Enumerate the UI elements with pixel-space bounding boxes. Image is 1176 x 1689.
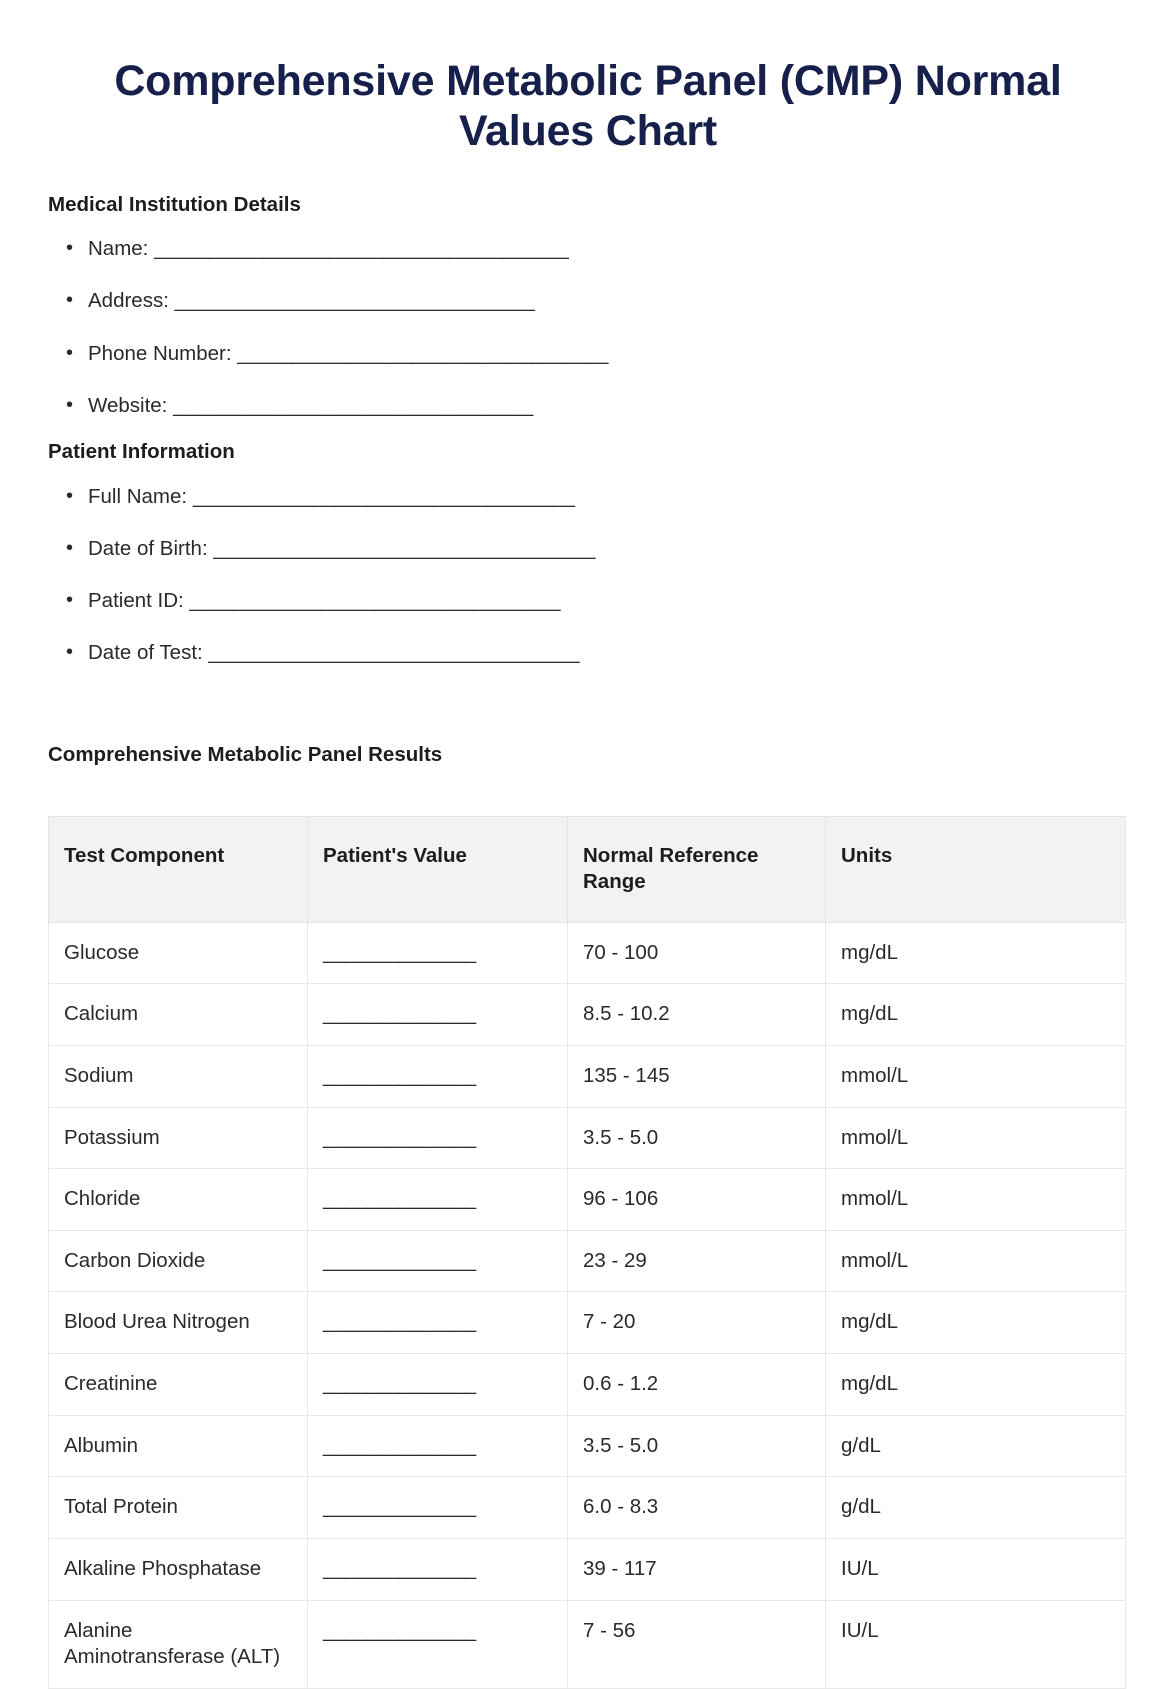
institution-field-website (88, 380, 1128, 432)
field-blank[interactable]: ___________________________________ (192, 484, 575, 508)
cell-patients-value[interactable]: ______________ (308, 1292, 568, 1354)
cell-reference-range: 6.0 - 8.3 (568, 1477, 826, 1539)
section-spacer (48, 685, 1128, 741)
cell-units: g/dL (826, 1477, 1126, 1539)
field-label: Date of Birth: (88, 536, 208, 560)
cell-reference-range: 0.6 - 1.2 (568, 1354, 826, 1416)
page-title: Comprehensive Metabolic Panel (CMP) Normal Values Chart (114, 57, 1062, 156)
cell-patients-value[interactable]: ______________ (308, 1354, 568, 1416)
cell-patients-value[interactable]: ______________ (308, 1600, 568, 1688)
field-blank[interactable]: ___________________________________ (213, 536, 595, 560)
cmp-results-table (48, 816, 1126, 1689)
field-label: Website: (88, 393, 168, 417)
cell-reference-range: 8.5 - 10.2 (568, 984, 826, 1046)
table-row (49, 1539, 1126, 1601)
table-row (49, 1415, 1126, 1477)
cell-units: mg/dL (826, 1354, 1126, 1416)
institution-field-name (88, 223, 1128, 275)
cell-units: mmol/L (826, 1045, 1126, 1107)
cell-reference-range: 96 - 106 (568, 1169, 826, 1231)
patient-section-heading: Patient Information (48, 440, 235, 464)
patient-field-date-of-test (88, 627, 1128, 679)
table-row (49, 1045, 1126, 1107)
cell-test-component: Alkaline Phosphatase (49, 1539, 308, 1601)
column-header-test-component: Test Component (49, 817, 308, 922)
cell-test-component: Blood Urea Nitrogen (49, 1292, 308, 1354)
cell-test-component: Total Protein (49, 1477, 308, 1539)
heading-spacer (48, 774, 1128, 816)
field-blank[interactable]: __________________________________ (237, 341, 608, 365)
cell-units: mmol/L (826, 1230, 1126, 1292)
institution-field-address (88, 275, 1128, 327)
cell-patients-value[interactable]: ______________ (308, 1169, 568, 1231)
table-body (49, 922, 1126, 1688)
cell-patients-value[interactable]: ______________ (308, 922, 568, 984)
field-blank[interactable]: _________________________________ (173, 393, 533, 417)
table-row (49, 1292, 1126, 1354)
cell-units: mmol/L (826, 1169, 1126, 1231)
institution-field-phone-number (88, 328, 1128, 380)
patient-field-patient-id (88, 575, 1128, 627)
table-row (49, 1600, 1126, 1688)
field-label: Full Name: (88, 484, 188, 508)
cell-units: g/dL (826, 1415, 1126, 1477)
institution-section-heading: Medical Institution Details (48, 192, 301, 216)
column-header-patients-value: Patient's Value (308, 817, 568, 922)
patient-field-list (48, 471, 1128, 680)
results-section-heading: Comprehensive Metabolic Panel Results (48, 743, 443, 767)
field-blank[interactable]: __________________________________ (189, 589, 561, 613)
cell-patients-value[interactable]: ______________ (308, 984, 568, 1046)
table-header (49, 817, 1126, 922)
cell-test-component: Sodium (49, 1045, 308, 1107)
table-row (49, 984, 1126, 1046)
column-header-units: Units (826, 817, 1126, 922)
institution-field-list (48, 223, 1128, 432)
cell-units: mg/dL (826, 922, 1126, 984)
table-row (49, 1230, 1126, 1292)
cell-patients-value[interactable]: ______________ (308, 1045, 568, 1107)
table-header-row (49, 817, 1126, 922)
cell-reference-range: 7 - 56 (568, 1600, 826, 1688)
cell-units: mmol/L (826, 1107, 1126, 1169)
cell-reference-range: 135 - 145 (568, 1045, 826, 1107)
cell-units: IU/L (826, 1539, 1126, 1601)
field-label: Name: (88, 237, 149, 261)
field-blank[interactable]: _________________________________ (174, 289, 535, 313)
field-blank[interactable]: __________________________________ (208, 641, 580, 665)
field-label: Address: (88, 289, 169, 313)
cell-reference-range: 3.5 - 5.0 (568, 1415, 826, 1477)
patient-field-date-of-birth (88, 523, 1128, 575)
cell-test-component: Albumin (49, 1415, 308, 1477)
cell-test-component: Chloride (49, 1169, 308, 1231)
patient-field-full-name (88, 471, 1128, 523)
column-header-normal-reference-range: Normal Reference Range (568, 817, 826, 922)
cell-reference-range: 39 - 117 (568, 1539, 826, 1601)
cell-patients-value[interactable]: ______________ (308, 1107, 568, 1169)
table-row (49, 1169, 1126, 1231)
table-row (49, 922, 1126, 984)
table-row (49, 1354, 1126, 1416)
field-label: Date of Test: (88, 641, 203, 665)
cell-test-component: Calcium (49, 984, 308, 1046)
field-label: Patient ID: (88, 589, 184, 613)
cell-patients-value[interactable]: ______________ (308, 1415, 568, 1477)
cell-patients-value[interactable]: ______________ (308, 1477, 568, 1539)
cell-patients-value[interactable]: ______________ (308, 1539, 568, 1601)
cell-reference-range: 70 - 100 (568, 922, 826, 984)
cell-test-component: Glucose (49, 922, 308, 984)
cell-test-component: Potassium (49, 1107, 308, 1169)
cell-units: mg/dL (826, 984, 1126, 1046)
cell-reference-range: 7 - 20 (568, 1292, 826, 1354)
table-row (49, 1477, 1126, 1539)
cell-test-component: Carbon Dioxide (49, 1230, 308, 1292)
field-label: Phone Number: (88, 341, 232, 365)
cell-reference-range: 23 - 29 (568, 1230, 826, 1292)
cell-test-component: Creatinine (49, 1354, 308, 1416)
cell-test-component: Alanine Aminotransferase (ALT) (49, 1600, 308, 1688)
cell-reference-range: 3.5 - 5.0 (568, 1107, 826, 1169)
cell-units: IU/L (826, 1600, 1126, 1688)
field-blank[interactable]: ______________________________________ (154, 237, 569, 261)
table-row (49, 1107, 1126, 1169)
cell-units: mg/dL (826, 1292, 1126, 1354)
cell-patients-value[interactable]: ______________ (308, 1230, 568, 1292)
